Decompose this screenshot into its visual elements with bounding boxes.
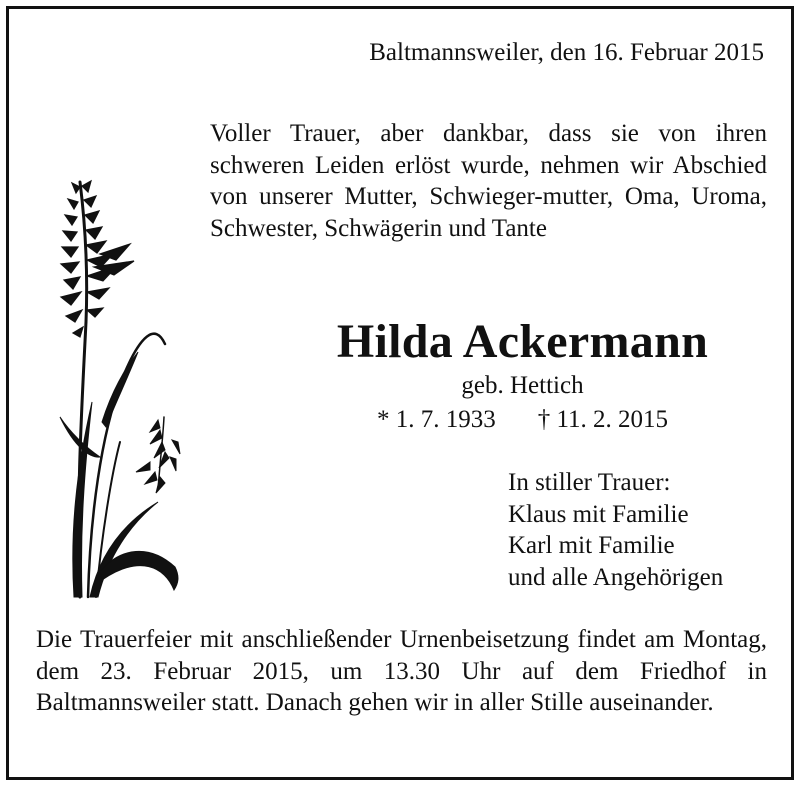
birth-name: geb. Hettich [461, 372, 584, 399]
intro-text: Voller Trauer, aber dankbar, dass sie von ihren schweren Leiden erlöst wurde, nehmen wir Abschied von unserer Mutter, Schwieger-mutter, Oma, Uroma, Schwester, Schwägerin und Tante [210, 120, 767, 242]
funeral-notice: Die Trauerfeier mit anschließender Urnenbeisetzung findet am Montag, dem 23. Februar 2015, um 13.30 Uhr auf dem Friedhof in Baltmannsweiler statt. Danach gehen wir in aller Stille auseinander. [36, 626, 767, 716]
mourner-line: Klaus mit Familie [508, 500, 689, 528]
life-dates [300, 404, 745, 436]
mourners-heading: In stiller Trauer: [508, 469, 671, 496]
mourners-list [508, 467, 723, 593]
death-date: † 11. 2. 2015 [537, 406, 669, 433]
place-and-date: Baltmannsweiler, den 16. Februar 2015 [369, 39, 764, 66]
birth-date: * 1. 7. 1933 [376, 406, 496, 433]
mourner-line: und alle Angehörigen [508, 563, 724, 591]
grass-stalk-icon [30, 172, 190, 602]
mourner-line: Karl mit Familie [508, 532, 675, 559]
deceased-name: Hilda Ackermann [336, 315, 709, 368]
